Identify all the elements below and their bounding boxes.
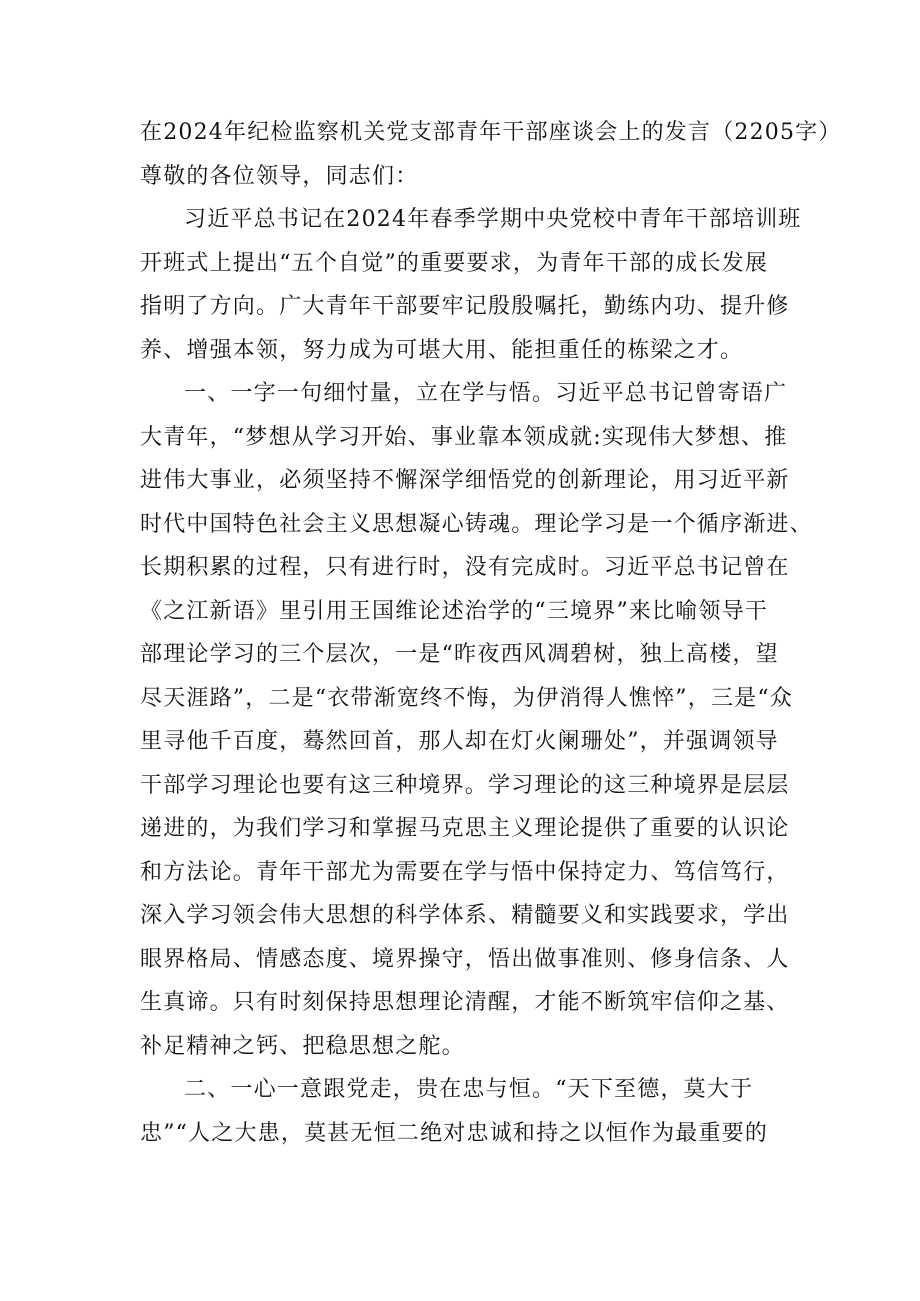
text-line: 忠”“人之大患，莫甚无恒二绝对忠诚和持之以恒作为最重要的 <box>140 1120 769 1146</box>
text-line: 部理论学习的三个层次，一是“昨夜西风凋碧树，独上高楼，望 <box>140 642 779 667</box>
text-line: 一、一字一句细忖量，立在学与悟。习近平总书记曾寄语广 <box>184 381 788 406</box>
text-line: 习近平总书记在2024年春季学期中央党校中青年干部培训班 <box>184 207 802 232</box>
paragraph-section-one <box>140 372 813 1068</box>
text-line: 时代中国特色社会主义思想凝心铸魂。理论学习是一个循序渐进、 <box>140 511 813 537</box>
text-line: 尽天涯路”，二是“衣带渐宽终不悔，为伊消得人憔悴”，三是“众 <box>140 685 793 711</box>
text-line: 进伟大事业，必须坚持不懈深学细悟党的创新理论，用习近平新 <box>140 468 790 493</box>
text-line: 《之江新语》里引用王国维论述治学的“三境界”来比喻领导干 <box>140 598 769 624</box>
text-line: 大青年，“梦想从学习开始、事业靠本领成就:实现伟大梦想、推 <box>140 424 788 450</box>
text-line: 干部学习理论也要有这三种境界。学习理论的这三种境界是层层 <box>140 772 790 798</box>
text-line: 深入学习领会伟大思想的科学体系、精髓要义和实践要求，学出 <box>140 903 790 928</box>
text-line: 生真谛。只有时刻保持思想理论清醒，才能不断筑牢信仰之基、 <box>140 990 790 1015</box>
paragraph-intro <box>140 198 800 372</box>
text-line: 里寻他千百度，蓦然回首，那人却在灯火阑珊处”，并强调领导 <box>140 729 779 754</box>
text-line: 长期积累的过程，只有进行时，没有完成时。习近平总书记曾在 <box>140 555 790 580</box>
text-line: 二、一心一意跟党走，贵在忠与恒。“天下至德，莫大于 <box>184 1077 754 1102</box>
text-line: 补足精神之钙、把稳思想之舵。 <box>140 1033 465 1059</box>
text-line: 递进的，为我们学习和掌握马克思主义理论提供了重要的认识论 <box>140 816 790 841</box>
paragraph-section-two <box>140 1068 800 1155</box>
text-line: 开班式上提出“五个自觉”的重要要求，为青年干部的成长发展 <box>140 250 769 276</box>
text-line: 指明了方向。广大青年干部要牢记殷殷嘱托，勤练内功、提升修 <box>140 294 790 319</box>
text-line: 和方法论。青年干部尤为需要在学与悟中保持定力、笃信笃行， <box>140 859 790 885</box>
salutation: 尊敬的各位领导，同志们： <box>140 163 419 189</box>
document-page <box>140 111 842 1155</box>
document-title: 在2024年纪检监察机关党支部青年干部座谈会上的发言（2205字） <box>140 120 842 145</box>
text-line: 眼界格局、情感态度、境界操守，悟出做事准则、修身信条、人 <box>140 946 790 972</box>
text-line: 养、增强本领，努力成为可堪大用、能担重任的栋梁之才。 <box>140 337 744 363</box>
